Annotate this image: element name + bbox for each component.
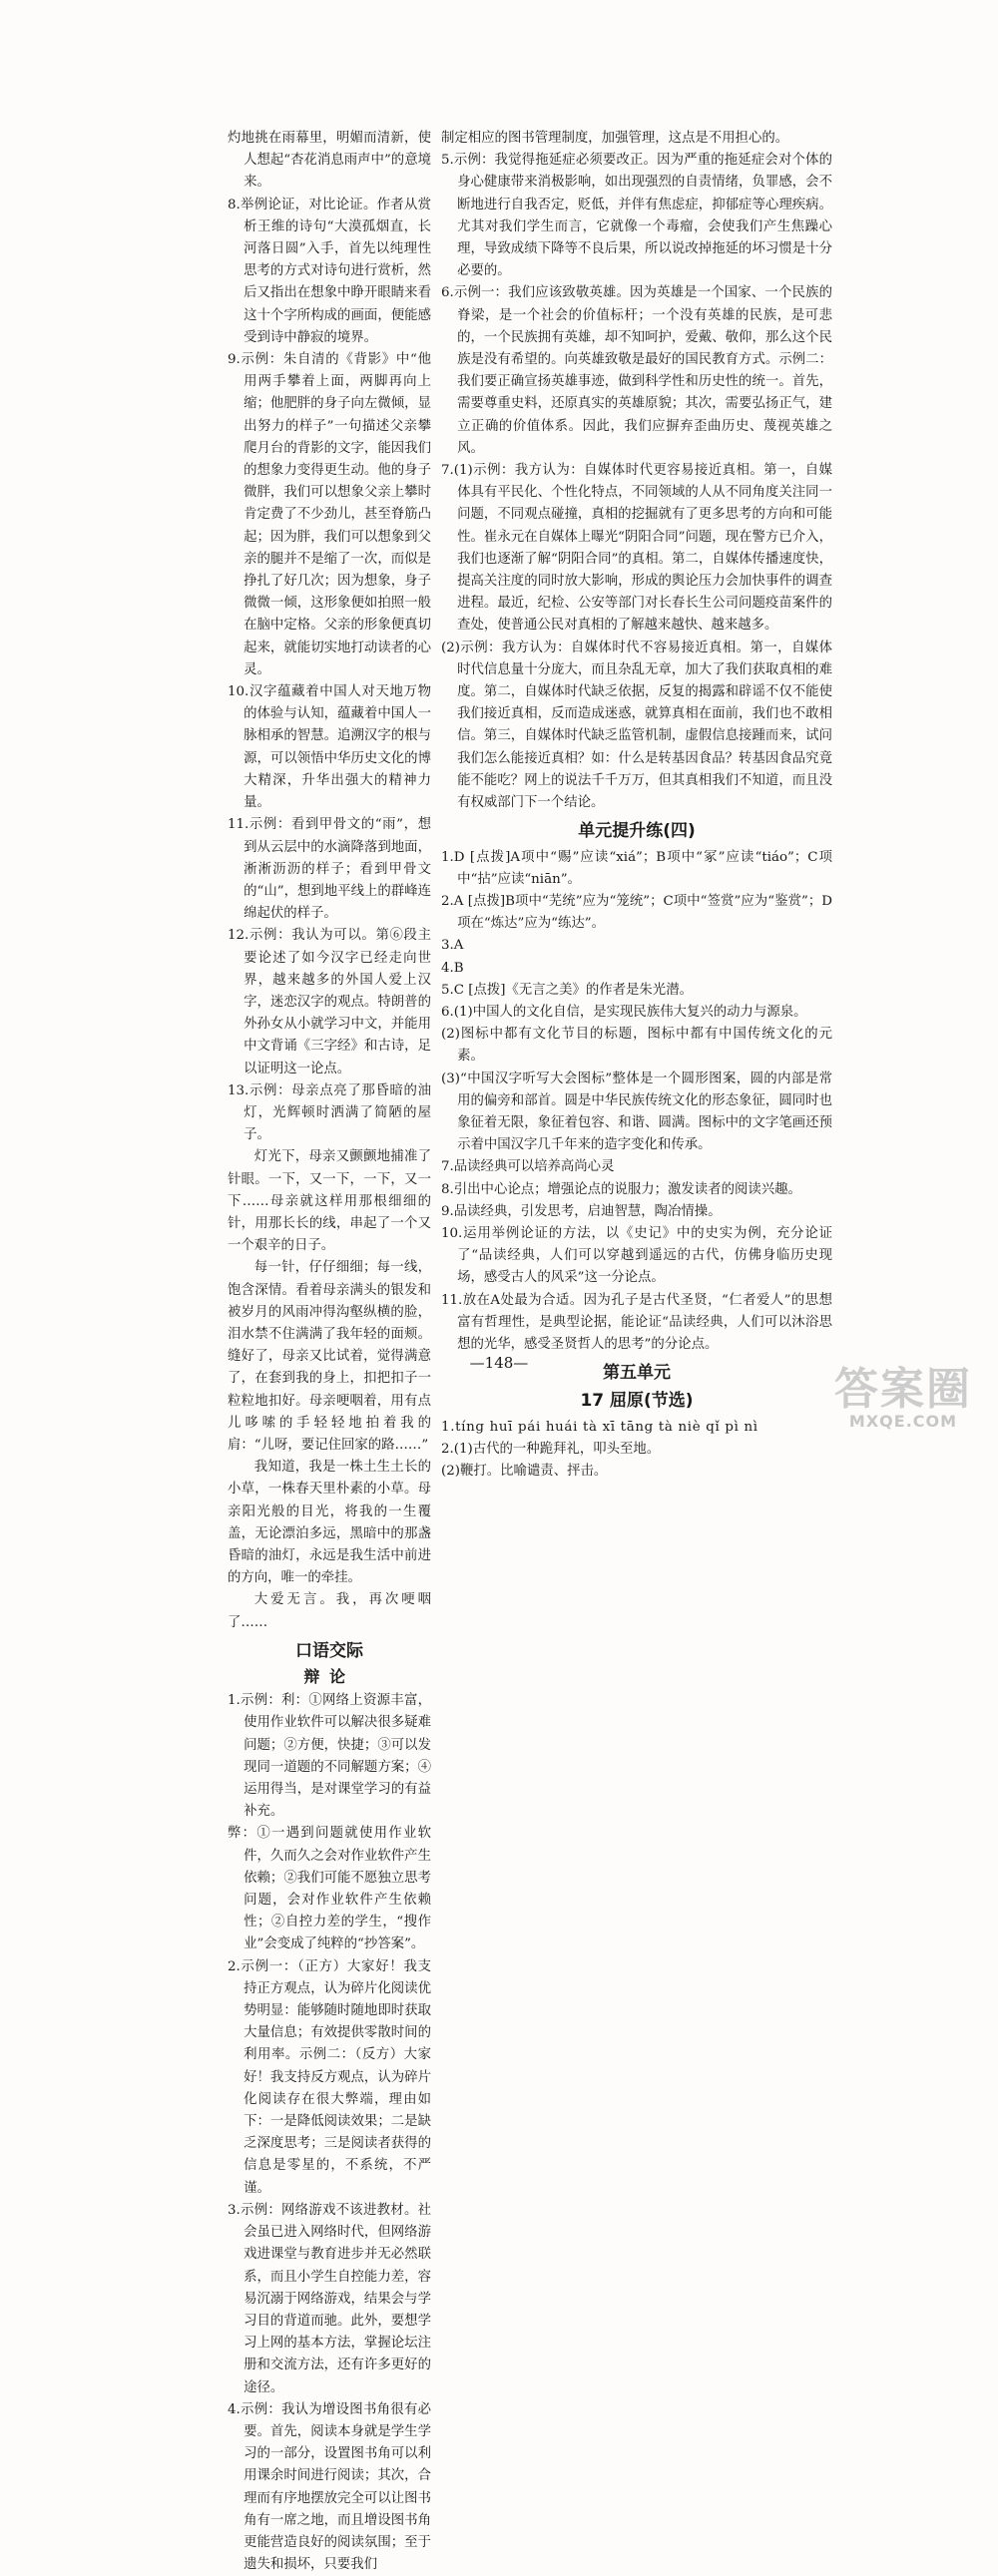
answer-paragraph: 7.品读经典可以培养高尚心灵 <box>441 1159 615 1175</box>
answer-paragraph: 4.示例：我认为增设图书角很有必要。首先，阅读本身就是学生学习的一部分，设置图书角可以利用课余时间进行阅读；其次，合理而有序地摆放完全可以让图书角有一席之地，而且增设图书角更能营造良好的阅读氛围；至于遗失和损坏，只要我们 <box>228 2401 431 2573</box>
answer-paragraph: 2.(1)古代的一种跪拜礼，叩头至地。 <box>441 1441 661 1457</box>
section-heading: 第五单元 <box>603 1363 671 1384</box>
answer-paragraph: (2)图标中都有文化节目的标题，图标中都有中国传统文化的元素。 <box>441 1027 832 1065</box>
answer-paragraph: 大爱无言。我，再次哽咽了…… <box>228 1592 431 1630</box>
answer-paragraph: 5.C [点拨]《无言之美》的作者是朱光潜。 <box>441 982 693 998</box>
answer-paragraph: 灼地挑在雨幕里，明媚而清新，使人想起“杏花消息雨声中”的意境来。 <box>228 131 431 191</box>
watermark-url: MXQE.COM <box>848 1412 958 1431</box>
answer-paragraph: 8.举例论证，对比论证。作者从赏析王维的诗句“大漠孤烟直，长河落日圆”入手，首先以纯理性思考的方式对诗句进行赏析，然后又指出在想象中睁开眼睛来看这十个字所构成的画面，便能感受到诗中静寂的境界。 <box>228 197 431 345</box>
answer-paragraph: 3.示例：网络游戏不该进教材。社会虽已进入网络时代，但网络游戏进课堂与教育进步并无必然联系，而且小学生自控能力差，容易沉溺于网络游戏，结果会与学习目的背道而驰。此外，要想学习上网的基本方法，掌握论坛注册和交流方法，还有许多更好的途径。 <box>228 2202 431 2395</box>
answer-paragraph: 1.示例：利：①网络上资源丰富，使用作业软件可以解决很多疑难问题；②方便，快捷；③可以发现同一道题的不同解题方案；④运用得当，是对课堂学习的有益补充。 <box>228 1693 431 1820</box>
answer-paragraph: 制定相应的图书管理制度，加强管理，这点是不用担心的。 <box>441 131 789 146</box>
answer-paragraph: (3)“中国汉字听写大会图标”整体是一个圆形图案，圆的内部是常用的偏旁和部首。圆是中华民族传统文化的形态象征，圆同时也象征着无限，象征着包容、和谐、圆满。图标中的文字笔画还预示着中国汉字几千年来的造字变化和传承。 <box>441 1071 832 1153</box>
answer-paragraph: 10.运用举例论证的方法，以《史记》中的史实为例，充分论证了“品读经典，人们可以穿越到遥远的古代，仿佛身临历史现场，感受古人的风采”这一分论点。 <box>441 1225 832 1286</box>
answer-paragraph: 弊：①一遇到问题就使用作业软件，久而久之会对作业软件产生依赖；②我们可能不愿独立思考问题，会对作业软件产生依赖性；②自控力差的学生，“搜作业”会变成了纯粹的“抄答案”。 <box>228 1826 431 1952</box>
answer-paragraph: 我知道，我是一株土生土长的小草，一株春天里朴素的小草。母亲阳光般的目光，将我的一生覆盖，无论漂泊多远，黑暗中的那盏昏暗的油灯，永远是我生活中前进的方向，唯一的牵挂。 <box>228 1460 431 1586</box>
answer-paragraph: 10.汉字蕴藏着中国人对天地万物的体验与认知，蕴藏着中国人一脉相承的智慧。追溯汉字的根与源，可以领悟中华历史文化的博大精深，升华出强大的精神力量。 <box>228 684 431 811</box>
answer-paragraph: 6.(1)中国人的文化自信，是实现民族伟大复兴的动力与源泉。 <box>441 1004 807 1020</box>
watermark-text: 答案圈 <box>834 1364 972 1415</box>
answer-paragraph: 7.(1)示例：我方认为：自媒体时代更容易接近真相。第一，自媒体具有平民化、个性化特点，不同领域的人从不同角度关注同一问题，不同观点碰撞，真相的挖掘就有了更多思考的方向和可能性。崔永元在自媒体上曝光“阴阳合同”问题，现在警方已介入，我们也逐渐了解“阴阳合同”的真相。第二，自媒体传播速度快，提高关注度的同时放大影响，形成的舆论压力会加快事件的调查进程。最近，纪检、公安等部门对长春长生公司问题疫苗案件的查处，使普通公民对真相的了解越来越快、越来越多。 <box>441 463 832 634</box>
answer-paragraph: 1.D [点拨]A项中“赐”应读“xiá”；B项中“冢”应读“tiáo”；C项中“拈”应读“niān”。 <box>441 849 832 887</box>
answer-paragraph: (2)示例：我方认为：自媒体时代不容易接近真相。第一，自媒体时代信息量十分庞大，而且杂乱无章，加大了我们获取真相的难度。第二，自媒体时代缺乏依据，反复的揭露和辟谣不仅不能使我们接近真相，反而造成迷惑，就算真相在面前，我们也不敢相信。第三，自媒体时代缺乏监管机制，虚假信息接踵而来，试问我们怎么能接近真相？如：什么是转基因食品？转基因食品究竟能不能吃？网上的说法千千万万，但其真相我们不知道，而且没有权威部门下一个结论。 <box>441 640 832 811</box>
answer-paragraph: 9.示例：朱自清的《背影》中“他用两手攀着上面，两脚再向上缩；他肥胖的身子向左微倾，显出努力的样子”一句描述父亲攀爬月台的背影的文字，能因我们的想象力变得更生动。他的身子微胖，我们可以想象父亲上攀时肯定费了不少劲儿，甚至脊筋凸起；因为胖，我们可以想象到父亲的腿并不是缩了一次，而似是挣扎了好几次；因为想象，身子微微一倾，这形象便如拍照一般在脑中定格。父亲的形象便真切起来，就能切实地打动读者的心灵。 <box>228 352 431 677</box>
answer-paragraph: 11.放在A处最为合适。因为孔子是古代圣贤，“仁者爱人”的思想富有哲理性，是典型论据，能论证“品读经典，人们可以沐浴思想的光华，感受圣贤哲人的思考”的分论点。 <box>441 1292 832 1352</box>
answer-paragraph: 11.示例：看到甲骨文的“雨”，想到从云层中的水滴降落到地面，淅淅沥沥的样子；看到甲骨文的“山”，想到地平线上的群峰连绵起伏的样子。 <box>228 817 431 922</box>
answer-paragraph: 2.示例一：（正方）大家好！我支持正方观点，认为碎片化阅读优势明显：能够随时随地即时获取大量信息；有效提供零散时间的利用率。示例二：（反方）大家好！我支持反方观点，认为碎片化阅读存在很大弊端，理由如下：一是降低阅读效果；二是缺乏深度思考；三是阅读者获得的信息是零星的，不系统，不严谨。 <box>228 1958 431 2196</box>
answer-paragraph: (2)鞭打。比喻谴责、抨击。 <box>441 1463 608 1479</box>
answer-paragraph: 2.A [点拨]B项中“芜统”应为“笼统”；C项中“签赏”应为“鉴赏”；D项在“炼达”应为“练达”。 <box>441 893 832 932</box>
answer-paragraph: 9.品读经典，引发思考，启迪智慧，陶冶情操。 <box>441 1203 722 1219</box>
section-heading: 口语交际 <box>295 1640 363 1661</box>
section-heading: 17 屈原(节选) <box>580 1391 694 1412</box>
left-column <box>228 128 431 2576</box>
right-column <box>441 128 832 1483</box>
answer-paragraph: 3.A <box>441 938 464 954</box>
section-heading: 单元提升练(四) <box>578 821 696 842</box>
answer-paragraph: 6.示例一：我们应该致敬英雄。因为英雄是一个国家、一个民族的脊梁，是一个社会的价值标杆；一个没有英雄的民族，是可悲的，一个民族拥有英雄，却不知呵护，爱戴、敬仰，那么这个民族是没有希望的。向英雄致敬是最好的国民教育方式。示例二：我们要正确宣扬英雄事迹，做到科学性和历史性的统一。首先，需要尊重史料，还原真实的英雄原貌；其次，需要弘扬正气，建立正确的价值体系。因此，我们应摒弃歪曲历史、蔑视英雄之风。 <box>441 285 832 456</box>
answer-paragraph: 8.引出中心论点；增强论点的说服力；激发读者的阅读兴趣。 <box>441 1181 801 1197</box>
section-heading: 辩论 <box>303 1667 355 1687</box>
answer-paragraph: 灯光下，母亲又颤颤地捕准了针眼。一下，又一下，一下，又一下……母亲就这样用那根细细的针，用那长长的线，串起了一个又一个艰辛的日子。 <box>228 1149 431 1254</box>
answer-paragraph: 1.tíng huī pái huái tà xī tāng tà niè qǐ pì nì <box>441 1419 758 1435</box>
page-number: —148— <box>469 1354 529 1372</box>
answer-paragraph: 5.示例：我觉得拖延症必须要改正。因为严重的拖延症会对个体的身心健康带来消极影响，如出现强烈的自责情绪，负罪感，会不断地进行自我否定，贬低，并伴有焦虑症，抑郁症等心理疾病。尤其对我们学生而言，它就像一个毒瘤，会使我们产生焦躁心理，导致成绩下降等不良后果，所以说改掉拖延的坏习惯是十分必要的。 <box>441 153 832 279</box>
answer-paragraph: 4.B <box>441 960 464 976</box>
answer-paragraph: 13.示例：母亲点亮了那昏暗的油灯，光辉顿时洒满了简陋的屋子。 <box>228 1082 431 1143</box>
answer-paragraph: 12.示例：我认为可以。第⑥段主要论述了如今汉字已经走向世界，越来越多的外国人爱上汉字，迷恋汉字的观点。特朗普的外孙女从小就学习中文，并能用中文背诵《三字经》和古诗，足以证明这一论点。 <box>228 928 431 1076</box>
watermark-logo <box>818 1364 988 1435</box>
answer-paragraph: 每一针，仔仔细细；每一线，饱含深情。看着母亲满头的银发和被岁月的风雨冲得沟壑纵横的脸，泪水禁不住满满了我年轻的面颊。缝好了，母亲又比试着，觉得满意了，在套到我的身上，扣把扣子一粒粒地扣好。母亲哽咽着，用有点儿哆嗦的手轻轻地拍着我的肩：“儿呀，要记住回家的路……” <box>228 1260 431 1453</box>
